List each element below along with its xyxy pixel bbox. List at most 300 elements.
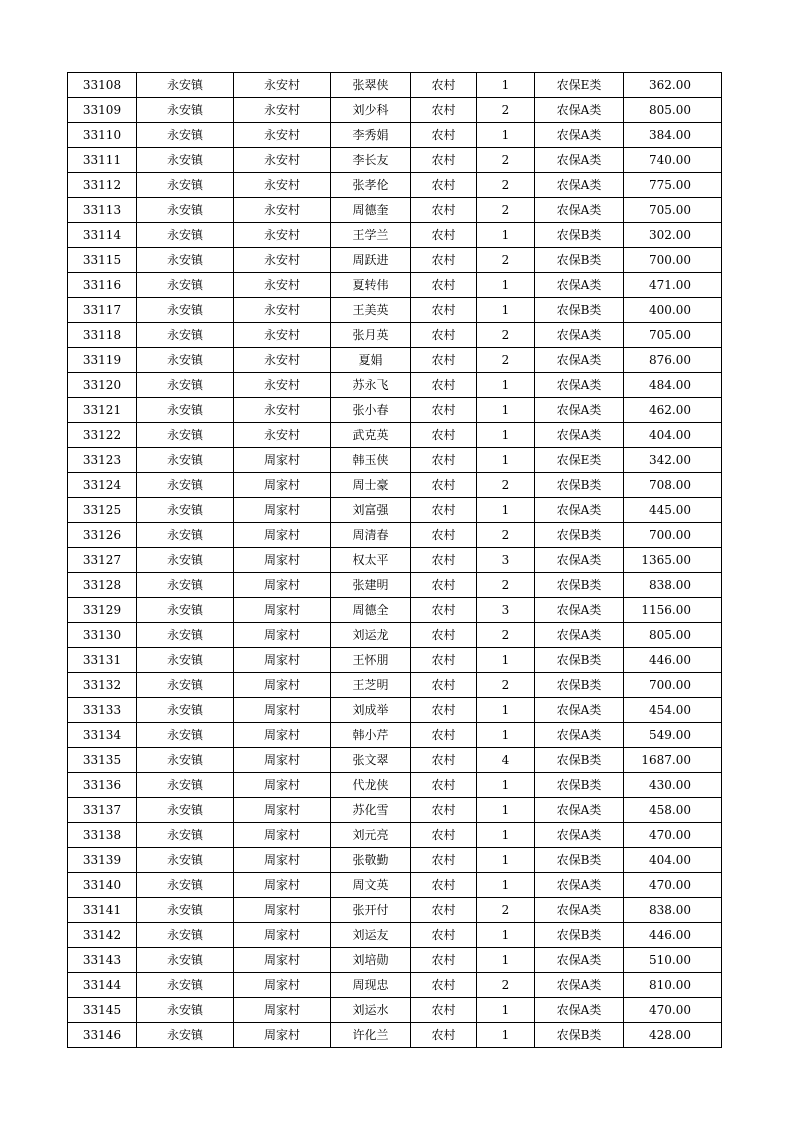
serial-no-cell: 33144 — [68, 973, 137, 998]
town-cell: 永安镇 — [137, 773, 234, 798]
insurance-category-cell: 农保A类 — [535, 723, 624, 748]
serial-no-cell: 33135 — [68, 748, 137, 773]
village-cell: 永安村 — [234, 423, 331, 448]
serial-no-cell: 33120 — [68, 373, 137, 398]
household-count-cell: 1 — [477, 948, 535, 973]
serial-no-cell: 33123 — [68, 448, 137, 473]
amount-cell: 471.00 — [624, 273, 722, 298]
serial-no-cell: 33129 — [68, 598, 137, 623]
serial-no-cell: 33122 — [68, 423, 137, 448]
serial-no-cell: 33110 — [68, 123, 137, 148]
name-cell: 张孝伦 — [331, 173, 411, 198]
area-type-cell: 农村 — [411, 673, 477, 698]
insurance-category-cell: 农保A类 — [535, 373, 624, 398]
table-row — [68, 898, 722, 923]
name-cell: 王芝明 — [331, 673, 411, 698]
name-cell: 张开付 — [331, 898, 411, 923]
village-cell: 永安村 — [234, 298, 331, 323]
table-row — [68, 873, 722, 898]
serial-no-cell: 33119 — [68, 348, 137, 373]
town-cell: 永安镇 — [137, 673, 234, 698]
table-row — [68, 548, 722, 573]
insurance-category-cell: 农保A类 — [535, 173, 624, 198]
insurance-category-cell: 农保A类 — [535, 898, 624, 923]
table-row — [68, 523, 722, 548]
household-count-cell: 2 — [477, 98, 535, 123]
amount-cell: 740.00 — [624, 148, 722, 173]
name-cell: 周德全 — [331, 598, 411, 623]
area-type-cell: 农村 — [411, 448, 477, 473]
amount-cell: 838.00 — [624, 573, 722, 598]
area-type-cell: 农村 — [411, 973, 477, 998]
name-cell: 张翠侠 — [331, 73, 411, 98]
area-type-cell: 农村 — [411, 623, 477, 648]
town-cell: 永安镇 — [137, 473, 234, 498]
household-count-cell: 2 — [477, 573, 535, 598]
serial-no-cell: 33139 — [68, 848, 137, 873]
table-row — [68, 148, 722, 173]
town-cell: 永安镇 — [137, 798, 234, 823]
area-type-cell: 农村 — [411, 698, 477, 723]
serial-no-cell: 33126 — [68, 523, 137, 548]
village-cell: 周家村 — [234, 998, 331, 1023]
town-cell: 永安镇 — [137, 323, 234, 348]
village-cell: 周家村 — [234, 748, 331, 773]
table-row — [68, 273, 722, 298]
serial-no-cell: 33134 — [68, 723, 137, 748]
village-cell: 永安村 — [234, 323, 331, 348]
insurance-category-cell: 农保A类 — [535, 973, 624, 998]
village-cell: 周家村 — [234, 973, 331, 998]
name-cell: 刘运水 — [331, 998, 411, 1023]
area-type-cell: 农村 — [411, 273, 477, 298]
town-cell: 永安镇 — [137, 498, 234, 523]
serial-no-cell: 33145 — [68, 998, 137, 1023]
amount-cell: 458.00 — [624, 798, 722, 823]
household-count-cell: 2 — [477, 973, 535, 998]
insurance-category-cell: 农保A类 — [535, 623, 624, 648]
household-count-cell: 1 — [477, 998, 535, 1023]
area-type-cell: 农村 — [411, 823, 477, 848]
name-cell: 周士豪 — [331, 473, 411, 498]
area-type-cell: 农村 — [411, 323, 477, 348]
amount-cell: 446.00 — [624, 923, 722, 948]
name-cell: 张月英 — [331, 323, 411, 348]
village-cell: 永安村 — [234, 98, 331, 123]
table-row — [68, 773, 722, 798]
table-row — [68, 698, 722, 723]
table-row — [68, 348, 722, 373]
insurance-category-cell: 农保B类 — [535, 248, 624, 273]
area-type-cell: 农村 — [411, 948, 477, 973]
village-cell: 永安村 — [234, 348, 331, 373]
name-cell: 周现忠 — [331, 973, 411, 998]
town-cell: 永安镇 — [137, 648, 234, 673]
insurance-category-cell: 农保A类 — [535, 273, 624, 298]
insurance-category-cell: 农保B类 — [535, 923, 624, 948]
amount-cell: 805.00 — [624, 623, 722, 648]
table-row — [68, 498, 722, 523]
insurance-category-cell: 农保B类 — [535, 848, 624, 873]
village-cell: 周家村 — [234, 498, 331, 523]
town-cell: 永安镇 — [137, 348, 234, 373]
town-cell: 永安镇 — [137, 123, 234, 148]
table-row — [68, 623, 722, 648]
table-row — [68, 798, 722, 823]
table-row — [68, 723, 722, 748]
household-count-cell: 1 — [477, 823, 535, 848]
amount-cell: 805.00 — [624, 98, 722, 123]
amount-cell: 342.00 — [624, 448, 722, 473]
table-row — [68, 323, 722, 348]
area-type-cell: 农村 — [411, 898, 477, 923]
area-type-cell: 农村 — [411, 148, 477, 173]
name-cell: 权太平 — [331, 548, 411, 573]
amount-cell: 470.00 — [624, 998, 722, 1023]
table-row — [68, 648, 722, 673]
town-cell: 永安镇 — [137, 823, 234, 848]
village-cell: 周家村 — [234, 773, 331, 798]
name-cell: 张小春 — [331, 398, 411, 423]
village-cell: 周家村 — [234, 948, 331, 973]
area-type-cell: 农村 — [411, 173, 477, 198]
serial-no-cell: 33121 — [68, 398, 137, 423]
table-row — [68, 923, 722, 948]
town-cell: 永安镇 — [137, 273, 234, 298]
household-count-cell: 1 — [477, 798, 535, 823]
town-cell: 永安镇 — [137, 398, 234, 423]
insurance-category-cell: 农保A类 — [535, 423, 624, 448]
table-row — [68, 298, 722, 323]
household-count-cell: 1 — [477, 848, 535, 873]
name-cell: 刘运龙 — [331, 623, 411, 648]
insurance-category-cell: 农保A类 — [535, 498, 624, 523]
insurance-category-cell: 农保B类 — [535, 573, 624, 598]
area-type-cell: 农村 — [411, 573, 477, 598]
name-cell: 王美英 — [331, 298, 411, 323]
insurance-category-cell: 农保B类 — [535, 648, 624, 673]
table-row — [68, 448, 722, 473]
name-cell: 韩玉侠 — [331, 448, 411, 473]
serial-no-cell: 33113 — [68, 198, 137, 223]
town-cell: 永安镇 — [137, 298, 234, 323]
name-cell: 刘运友 — [331, 923, 411, 948]
table-row — [68, 998, 722, 1023]
table-row — [68, 123, 722, 148]
town-cell: 永安镇 — [137, 998, 234, 1023]
household-count-cell: 2 — [477, 623, 535, 648]
amount-cell: 700.00 — [624, 673, 722, 698]
area-type-cell: 农村 — [411, 498, 477, 523]
serial-no-cell: 33133 — [68, 698, 137, 723]
amount-cell: 446.00 — [624, 648, 722, 673]
name-cell: 刘成举 — [331, 698, 411, 723]
area-type-cell: 农村 — [411, 398, 477, 423]
insurance-category-cell: 农保A类 — [535, 698, 624, 723]
town-cell: 永安镇 — [137, 948, 234, 973]
name-cell: 刘少科 — [331, 98, 411, 123]
insurance-category-cell: 农保A类 — [535, 348, 624, 373]
name-cell: 张敬勤 — [331, 848, 411, 873]
town-cell: 永安镇 — [137, 423, 234, 448]
town-cell: 永安镇 — [137, 223, 234, 248]
area-type-cell: 农村 — [411, 848, 477, 873]
amount-cell: 384.00 — [624, 123, 722, 148]
table-row — [68, 398, 722, 423]
amount-cell: 470.00 — [624, 873, 722, 898]
amount-cell: 700.00 — [624, 523, 722, 548]
serial-no-cell: 33127 — [68, 548, 137, 573]
name-cell: 刘富强 — [331, 498, 411, 523]
town-cell: 永安镇 — [137, 623, 234, 648]
town-cell: 永安镇 — [137, 198, 234, 223]
amount-cell: 810.00 — [624, 973, 722, 998]
insurance-category-cell: 农保B类 — [535, 748, 624, 773]
name-cell: 夏娟 — [331, 348, 411, 373]
town-cell: 永安镇 — [137, 548, 234, 573]
table-row — [68, 248, 722, 273]
name-cell: 苏永飞 — [331, 373, 411, 398]
area-type-cell: 农村 — [411, 348, 477, 373]
area-type-cell: 农村 — [411, 423, 477, 448]
town-cell: 永安镇 — [137, 923, 234, 948]
town-cell: 永安镇 — [137, 748, 234, 773]
table-row — [68, 848, 722, 873]
serial-no-cell: 33118 — [68, 323, 137, 348]
household-count-cell: 1 — [477, 873, 535, 898]
household-count-cell: 1 — [477, 373, 535, 398]
amount-cell: 470.00 — [624, 823, 722, 848]
amount-cell: 484.00 — [624, 373, 722, 398]
household-count-cell: 1 — [477, 273, 535, 298]
insurance-category-cell: 农保A类 — [535, 598, 624, 623]
amount-cell: 302.00 — [624, 223, 722, 248]
insurance-category-cell: 农保A类 — [535, 98, 624, 123]
village-cell: 周家村 — [234, 598, 331, 623]
village-cell: 周家村 — [234, 548, 331, 573]
area-type-cell: 农村 — [411, 198, 477, 223]
roster-table — [67, 72, 722, 1048]
town-cell: 永安镇 — [137, 598, 234, 623]
serial-no-cell: 33112 — [68, 173, 137, 198]
insurance-category-cell: 农保B类 — [535, 473, 624, 498]
table-row — [68, 73, 722, 98]
household-count-cell: 1 — [477, 448, 535, 473]
village-cell: 永安村 — [234, 173, 331, 198]
household-count-cell: 1 — [477, 648, 535, 673]
serial-no-cell: 33131 — [68, 648, 137, 673]
area-type-cell: 农村 — [411, 773, 477, 798]
serial-no-cell: 33125 — [68, 498, 137, 523]
amount-cell: 838.00 — [624, 898, 722, 923]
insurance-category-cell: 农保A类 — [535, 323, 624, 348]
village-cell: 周家村 — [234, 473, 331, 498]
serial-no-cell: 33108 — [68, 73, 137, 98]
table-row — [68, 223, 722, 248]
household-count-cell: 2 — [477, 148, 535, 173]
serial-no-cell: 33116 — [68, 273, 137, 298]
household-count-cell: 2 — [477, 473, 535, 498]
insurance-category-cell: 农保E类 — [535, 73, 624, 98]
amount-cell: 462.00 — [624, 398, 722, 423]
amount-cell: 428.00 — [624, 1023, 722, 1048]
area-type-cell: 农村 — [411, 298, 477, 323]
table-row — [68, 173, 722, 198]
insurance-category-cell: 农保B类 — [535, 298, 624, 323]
village-cell: 周家村 — [234, 648, 331, 673]
table-row — [68, 948, 722, 973]
name-cell: 刘培勋 — [331, 948, 411, 973]
town-cell: 永安镇 — [137, 898, 234, 923]
village-cell: 永安村 — [234, 73, 331, 98]
household-count-cell: 1 — [477, 423, 535, 448]
table-row — [68, 473, 722, 498]
town-cell: 永安镇 — [137, 848, 234, 873]
name-cell: 王怀朋 — [331, 648, 411, 673]
insurance-category-cell: 农保A类 — [535, 798, 624, 823]
table-row — [68, 598, 722, 623]
table-row — [68, 1023, 722, 1048]
serial-no-cell: 33124 — [68, 473, 137, 498]
village-cell: 周家村 — [234, 898, 331, 923]
serial-no-cell: 33140 — [68, 873, 137, 898]
household-count-cell: 2 — [477, 198, 535, 223]
household-count-cell: 1 — [477, 73, 535, 98]
household-count-cell: 2 — [477, 348, 535, 373]
amount-cell: 549.00 — [624, 723, 722, 748]
insurance-category-cell: 农保A类 — [535, 198, 624, 223]
amount-cell: 876.00 — [624, 348, 722, 373]
village-cell: 永安村 — [234, 123, 331, 148]
insurance-category-cell: 农保A类 — [535, 548, 624, 573]
village-cell: 周家村 — [234, 673, 331, 698]
household-count-cell: 3 — [477, 548, 535, 573]
table-row — [68, 973, 722, 998]
serial-no-cell: 33132 — [68, 673, 137, 698]
serial-no-cell: 33117 — [68, 298, 137, 323]
village-cell: 周家村 — [234, 873, 331, 898]
insurance-category-cell: 农保B类 — [535, 673, 624, 698]
area-type-cell: 农村 — [411, 873, 477, 898]
insurance-category-cell: 农保B类 — [535, 223, 624, 248]
household-count-cell: 1 — [477, 698, 535, 723]
household-count-cell: 2 — [477, 323, 535, 348]
area-type-cell: 农村 — [411, 98, 477, 123]
name-cell: 许化兰 — [331, 1023, 411, 1048]
household-count-cell: 1 — [477, 298, 535, 323]
serial-no-cell: 33130 — [68, 623, 137, 648]
name-cell: 夏转伟 — [331, 273, 411, 298]
area-type-cell: 农村 — [411, 648, 477, 673]
town-cell: 永安镇 — [137, 1023, 234, 1048]
name-cell: 张建明 — [331, 573, 411, 598]
household-count-cell: 2 — [477, 523, 535, 548]
town-cell: 永安镇 — [137, 448, 234, 473]
serial-no-cell: 33141 — [68, 898, 137, 923]
name-cell: 李秀娟 — [331, 123, 411, 148]
amount-cell: 705.00 — [624, 198, 722, 223]
village-cell: 周家村 — [234, 573, 331, 598]
insurance-category-cell: 农保B类 — [535, 773, 624, 798]
village-cell: 永安村 — [234, 248, 331, 273]
household-count-cell: 1 — [477, 923, 535, 948]
area-type-cell: 农村 — [411, 548, 477, 573]
village-cell: 永安村 — [234, 373, 331, 398]
town-cell: 永安镇 — [137, 973, 234, 998]
name-cell: 张文翠 — [331, 748, 411, 773]
town-cell: 永安镇 — [137, 98, 234, 123]
table-row — [68, 373, 722, 398]
name-cell: 刘元亮 — [331, 823, 411, 848]
insurance-category-cell: 农保B类 — [535, 1023, 624, 1048]
amount-cell: 1687.00 — [624, 748, 722, 773]
village-cell: 周家村 — [234, 1023, 331, 1048]
serial-no-cell: 33109 — [68, 98, 137, 123]
village-cell: 周家村 — [234, 623, 331, 648]
table-row — [68, 198, 722, 223]
village-cell: 永安村 — [234, 198, 331, 223]
village-cell: 周家村 — [234, 923, 331, 948]
village-cell: 永安村 — [234, 148, 331, 173]
insurance-category-cell: 农保A类 — [535, 148, 624, 173]
household-count-cell: 1 — [477, 723, 535, 748]
area-type-cell: 农村 — [411, 73, 477, 98]
table-row — [68, 423, 722, 448]
table-row — [68, 573, 722, 598]
village-cell: 永安村 — [234, 398, 331, 423]
name-cell: 王学兰 — [331, 223, 411, 248]
serial-no-cell: 33111 — [68, 148, 137, 173]
town-cell: 永安镇 — [137, 173, 234, 198]
area-type-cell: 农村 — [411, 998, 477, 1023]
amount-cell: 445.00 — [624, 498, 722, 523]
village-cell: 周家村 — [234, 523, 331, 548]
name-cell: 武克英 — [331, 423, 411, 448]
amount-cell: 1156.00 — [624, 598, 722, 623]
town-cell: 永安镇 — [137, 148, 234, 173]
name-cell: 李长友 — [331, 148, 411, 173]
insurance-category-cell: 农保A类 — [535, 998, 624, 1023]
area-type-cell: 农村 — [411, 798, 477, 823]
name-cell: 代龙侠 — [331, 773, 411, 798]
area-type-cell: 农村 — [411, 1023, 477, 1048]
household-count-cell: 4 — [477, 748, 535, 773]
village-cell: 周家村 — [234, 698, 331, 723]
area-type-cell: 农村 — [411, 923, 477, 948]
village-cell: 周家村 — [234, 848, 331, 873]
area-type-cell: 农村 — [411, 598, 477, 623]
household-count-cell: 1 — [477, 123, 535, 148]
area-type-cell: 农村 — [411, 473, 477, 498]
amount-cell: 708.00 — [624, 473, 722, 498]
household-count-cell: 1 — [477, 773, 535, 798]
amount-cell: 705.00 — [624, 323, 722, 348]
area-type-cell: 农村 — [411, 748, 477, 773]
serial-no-cell: 33136 — [68, 773, 137, 798]
town-cell: 永安镇 — [137, 373, 234, 398]
serial-no-cell: 33142 — [68, 923, 137, 948]
village-cell: 周家村 — [234, 723, 331, 748]
amount-cell: 404.00 — [624, 848, 722, 873]
household-count-cell: 2 — [477, 673, 535, 698]
town-cell: 永安镇 — [137, 873, 234, 898]
insurance-category-cell: 农保A类 — [535, 873, 624, 898]
table-row — [68, 98, 722, 123]
amount-cell: 404.00 — [624, 423, 722, 448]
name-cell: 苏化雪 — [331, 798, 411, 823]
table-row — [68, 823, 722, 848]
area-type-cell: 农村 — [411, 223, 477, 248]
